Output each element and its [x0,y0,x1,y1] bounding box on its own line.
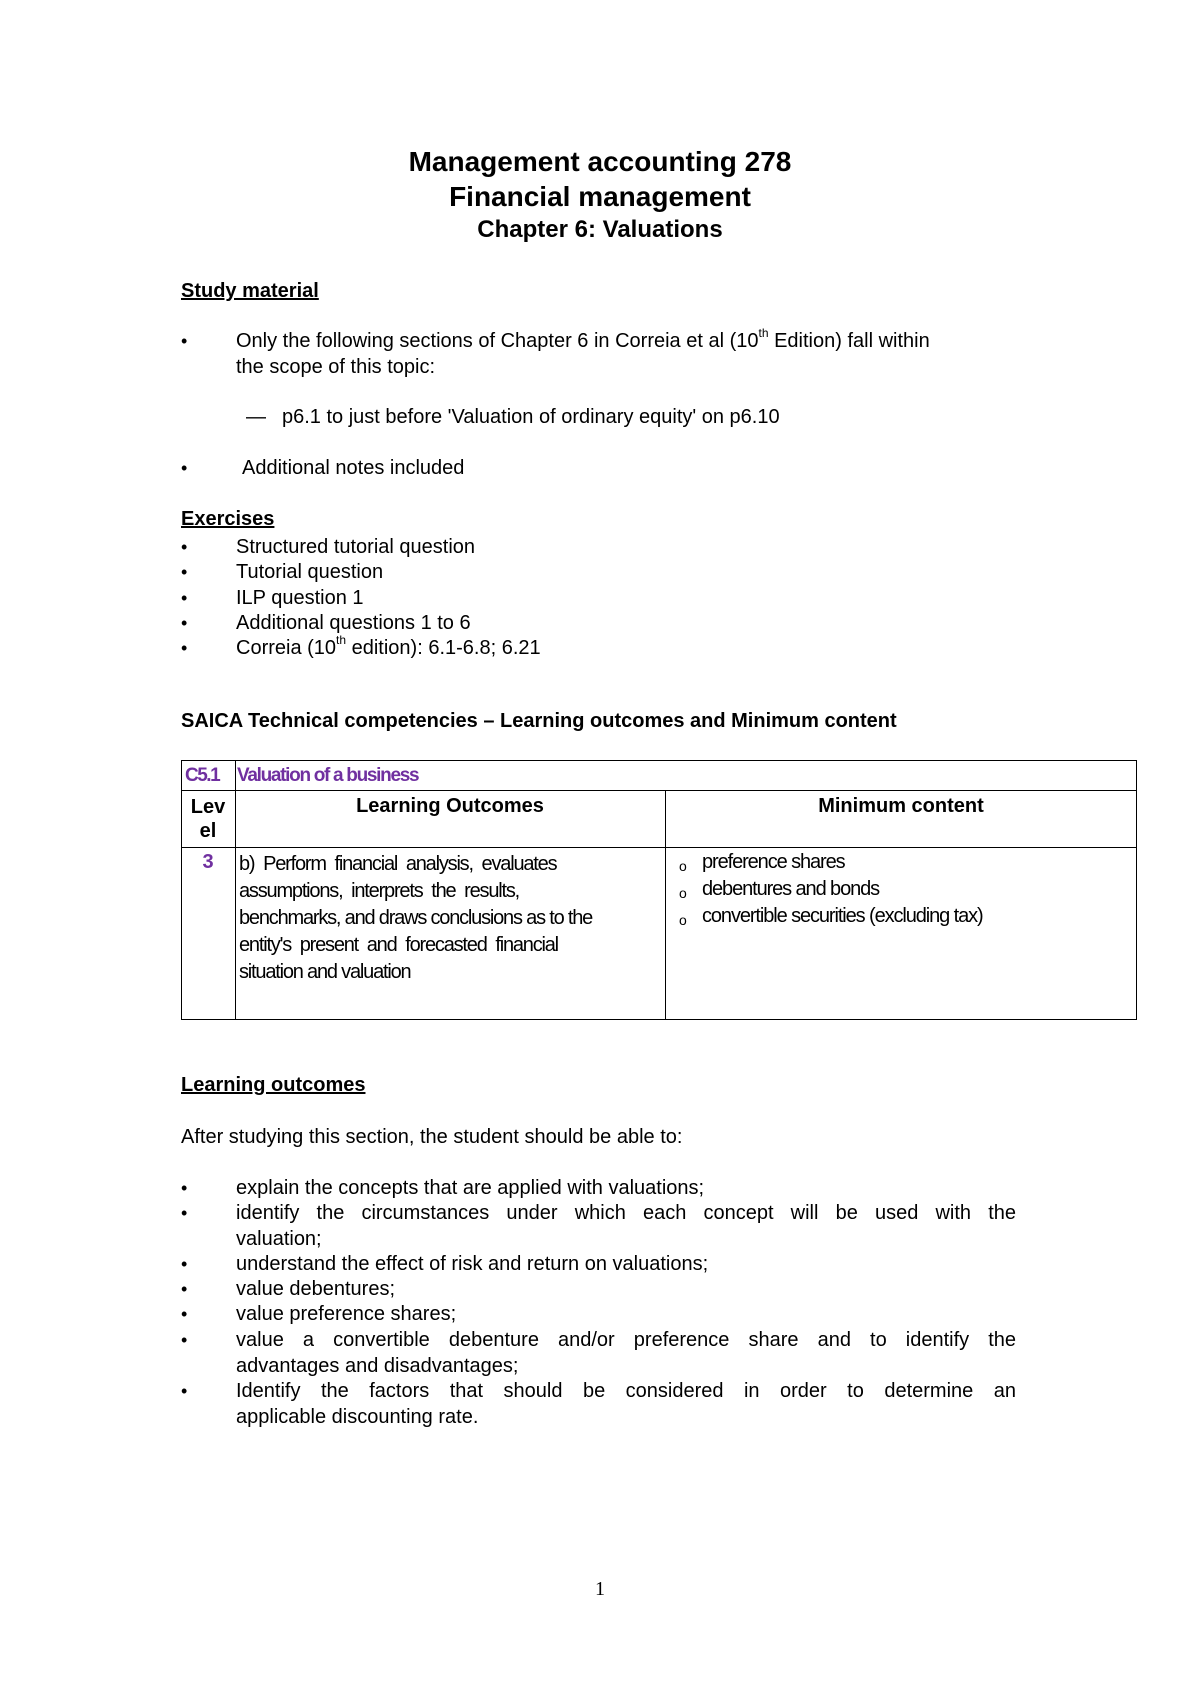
competency-code: C5.1 [185,765,220,786]
outcome-line: situation and valuation [239,961,411,983]
list-item: Tutorial question [236,561,384,583]
document-title: Management accounting 278 [408,146,792,177]
saica-heading: SAICA Technical competencies – Learning outcomes and Minimum content [181,710,897,732]
list-item: Additional questions 1 to 6 [236,612,471,634]
bullet-icon: • [181,1178,188,1198]
list-item: understand the effect of risk and return on valuations; [236,1253,709,1275]
outcome-line: b) Perform financial analysis, evaluates [239,853,557,875]
column-header-outcomes: Learning Outcomes [356,795,544,817]
bullet-icon: • [181,331,188,351]
circle-bullet-icon: o [679,858,687,874]
outcome-line: assumptions, interprets the results, [239,880,520,902]
bullet-icon: • [181,588,188,608]
list-item: debentures and bonds [702,878,880,900]
list-item: value a convertible debenture and/or preference share and to identify the advantages and disadvantages; [236,1329,1016,1377]
bullet-icon: • [181,1304,188,1324]
list-item: Identify the factors that should be considered in order to determine an applicable discounting rate. [236,1380,1016,1428]
circle-bullet-icon: o [679,912,687,928]
list-item: value debentures; [236,1278,396,1300]
list-item: value preference shares; [236,1303,457,1325]
column-header-content: Minimum content [818,795,984,817]
study-material-heading: Study material [181,280,319,302]
list-item: identify the circumstances under which each concept will be used with the valuation; [236,1202,1016,1250]
learning-outcomes-intro: After studying this section, the student should be able to: [181,1126,683,1148]
bullet-icon: • [181,1330,188,1350]
outcome-line: benchmarks, and draws conclusions as to the [239,907,593,929]
exercises-heading: Exercises [181,508,275,530]
bullet-icon: • [181,1279,188,1299]
bullet-icon: • [181,537,188,557]
competency-title: Valuation of a business [237,765,419,786]
bullet-icon: • [181,1203,188,1223]
study-sub-item: p6.1 to just before 'Valuation of ordinary equity' on p6.10 [282,406,780,428]
list-item: Correia (10th edition): 6.1-6.8; 6.21 [236,633,541,659]
bullet-icon: • [181,1381,188,1401]
bullet-icon: • [181,562,188,582]
bullet-icon: • [181,613,188,633]
column-header-level: Lev el [190,796,226,842]
list-item: explain the concepts that are applied with valuations; [236,1177,705,1199]
bullet-icon: • [181,638,188,658]
bullet-icon: • [181,1254,188,1274]
learning-outcomes-heading: Learning outcomes [181,1074,366,1096]
list-item: preference shares [702,851,845,873]
outcome-text [239,851,661,986]
list-item: Structured tutorial question [236,536,476,558]
level-value: 3 [202,851,214,873]
study-item-scope: Only the following sections of Chapter 6 in Correia et al (10th Edition) fall within the scope of this topic: [236,326,930,378]
circle-bullet-icon: o [679,885,687,901]
document-subtitle: Financial management [449,181,751,212]
outcome-line: entity's present and forecasted financial [239,934,558,956]
dash-icon: — [246,406,266,428]
chapter-title: Chapter 6: Valuations [477,216,723,243]
study-item-notes: Additional notes included [242,457,465,479]
list-item: convertible securities (excluding tax) [702,905,983,927]
list-item: ILP question 1 [236,587,364,609]
page-number: 1 [595,1578,605,1600]
bullet-icon: • [181,458,188,478]
